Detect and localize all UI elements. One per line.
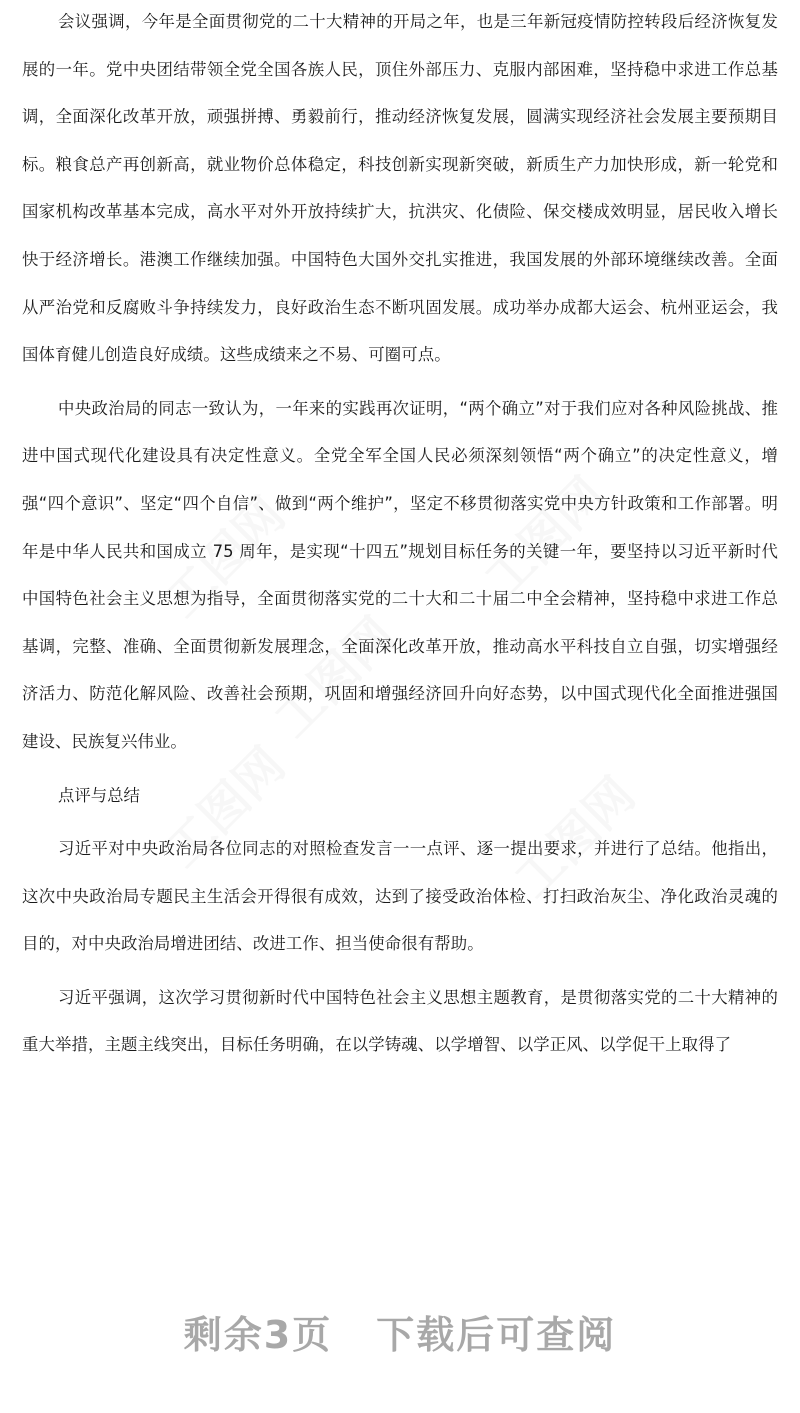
watermark: 工图网 <box>154 736 296 879</box>
paragraph: 会议强调，今年是全面贯彻党的二十大精神的开局之年，也是三年新冠疫情防控转段后经济恢复发展的一年。党中央团结带领全党全国各族人民，顶住外部压力、克服内部困难，坚持稳中求进工作总基调，全面深化改革开放，顽强拼搏、勇毅前行，推动经济恢复发展，圆满实现经济社会发展主要预期目标。粮食总产再创新高，就业物价总体稳定，科技创新实现新突破，新质生产力加快形成，新一轮党和国家机构改革基本完成，高水平对外开放持续扩大，抗洪灾、化债险、保交楼成效明显，居民收入增长快于经济增长。港澳工作继续加强。中国特色大国外交扎实推进，我国发展的外部环境继续改善。全面从严治党和反腐败斗争持续发力，良好政治生态不断巩固发展。成功举办成都大运会、杭州亚运会，我国体育健儿创造良好成绩。这些成绩来之不易、可圈可点。 <box>22 12 778 365</box>
document-body <box>22 0 778 1069</box>
watermark: 工图网 <box>504 766 646 909</box>
paragraph: 中央政治局的同志一致认为，一年来的实践再次证明，“两个确立”对于我们应对各种风险挑战、推进中国式现代化建设具有决定性意义。全党全军全国人民必须深刻领悟“两个确立”的决定性意义，增强“四个意识”、坚定“四个自信”、做到“两个维护”，坚定不移贯彻落实党中央方针政策和工作部署。明年是中华人民共和国成立 75 周年，是实现“十四五”规划目标任务的关键一年，要坚持以习近平新时代中国特色社会主义思想为指导，全面贯彻落实党的二十大和二十届二中全会精神，坚持稳中求进工作总基调，完整、准确、全面贯彻新发展理念，全面深化改革开放，推动高水平科技自立自强，切实增强经济活力、防范化解风险、改善社会预期，巩固和增强经济回升向好态势，以中国式现代化全面推进强国建设、民族复兴伟业。 <box>22 398 778 751</box>
remaining-pages-text: 剩余3页 <box>183 1313 333 1357</box>
download-to-view-text: 下载后可查阅 <box>376 1313 617 1357</box>
download-banner[interactable] <box>0 1305 800 1365</box>
watermark: 工图网 <box>264 606 406 749</box>
paragraph: 习近平对中央政治局各位同志的对照检查发言一一点评、逐一提出要求，并进行了总结。他指出，这次中央政治局专题民主生活会开得很有成效，达到了接受政治体检、打扫政治灰尘、净化政治灵魂的目的，对中央政治局增进团结、改进工作、担当使命很有帮助。 <box>22 839 778 954</box>
paragraph: 习近平强调，这次学习贯彻新时代中国特色社会主义思想主题教育，是贯彻落实党的二十大精神的重大举措，主题主线突出，目标任务明确，在以学铸魂、以学增智、以学正风、以学促干上取得了 <box>22 987 778 1055</box>
section-heading: 点评与总结 <box>58 785 140 805</box>
watermark: 工图网 <box>154 486 296 629</box>
watermark: 工图网 <box>474 466 616 609</box>
